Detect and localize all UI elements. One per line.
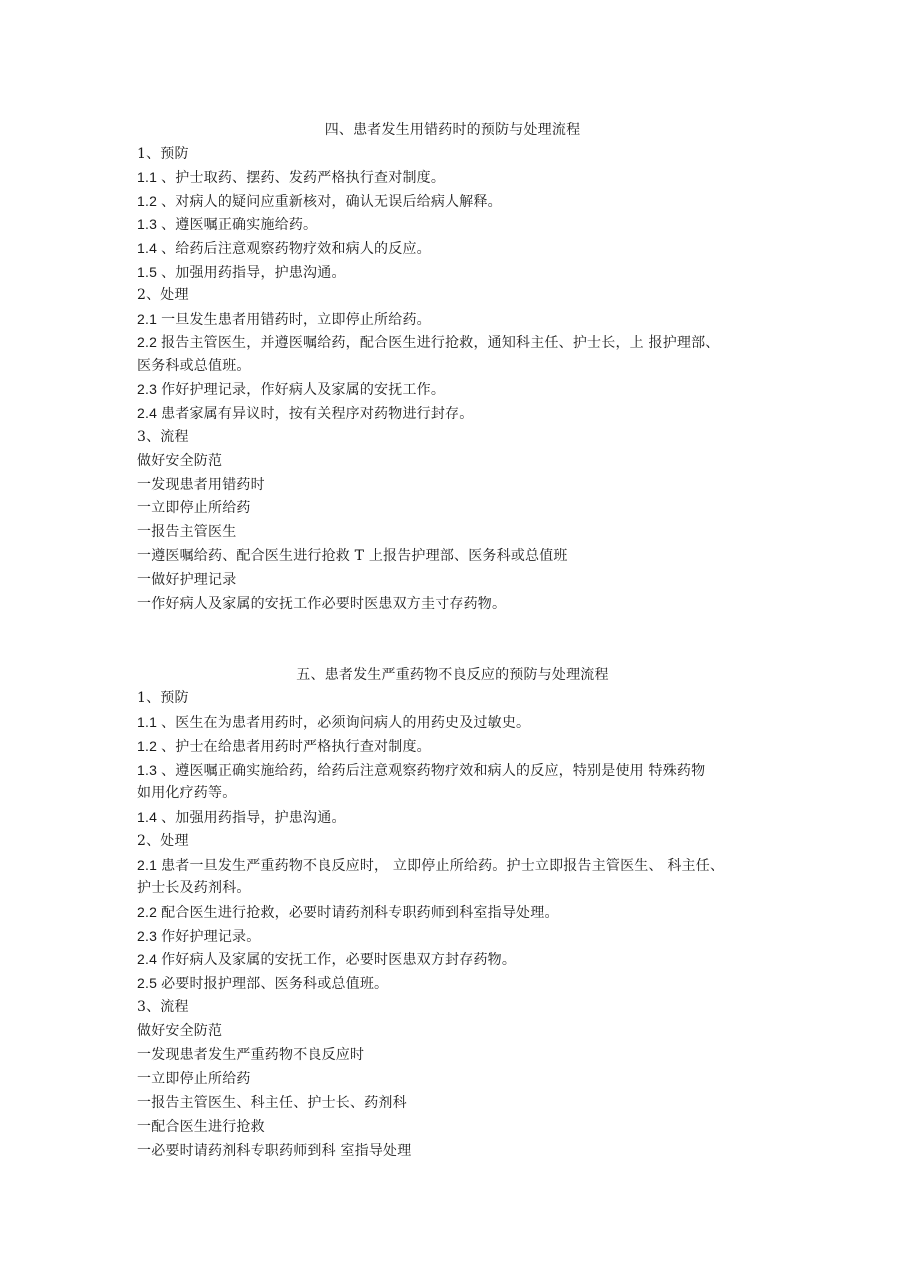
item-text: 配合医生进行抢救，必要时请药剂科专职药师到科室指导处理。: [161, 905, 559, 921]
item-text: 、医生在为患者用药时，必须询问病人的用药史及过敏史。: [161, 715, 531, 731]
section4-handle-item: [137, 402, 797, 425]
item-text: 、给药后注意观察药物疗效和病人的反应。: [161, 241, 431, 257]
item-text: 作好护理记录，作好病人及家属的安抚工作。: [161, 382, 446, 398]
section4-handle-item: [137, 378, 797, 401]
section5-prevent-item: [137, 735, 797, 758]
item-text: 、护士在给患者用药时严格执行查对制度。: [161, 739, 431, 755]
section5-flow-step: 一配合医生进行抢救: [137, 1119, 265, 1135]
section4-prevent-item: [137, 213, 797, 236]
section4-prevent-item: [137, 237, 797, 260]
section5-flow-step: 一报告主管医生、科主任、护士长、药剂科: [137, 1095, 407, 1111]
section5-handle-item-continuation: 护士长及药剂科。: [137, 880, 251, 896]
section4-title: 四、患者发生用错药时的预防与处理流程: [324, 122, 581, 138]
item-text: 、加强用药指导，护患沟通。: [161, 810, 346, 826]
item-text: 必要时报护理部、医务科或总值班。: [161, 976, 389, 992]
item-text: 一旦发生患者用错药时，立即停止所给药。: [161, 312, 431, 328]
item-number: 2.3: [137, 381, 158, 397]
section5-handle-item: [137, 972, 797, 995]
section4-handle-item: [137, 331, 797, 354]
item-number: 2.5: [137, 975, 158, 991]
section5-flow-step: 一必要时请药剂科专职药师到科 室指导处理: [137, 1143, 412, 1159]
item-text: 、护士取药、摆药、发药严格执行查对制度。: [161, 170, 446, 186]
section5-handle-item: [137, 948, 797, 971]
section5-handle-item: [137, 854, 797, 877]
item-number: 2.2: [137, 334, 158, 350]
section4-handle-item: [137, 308, 797, 331]
section4-prevent-heading: 1、预防: [137, 146, 189, 162]
item-text: 、遵医嘱正确实施给药。: [161, 217, 318, 233]
item-number: 1.3: [137, 216, 158, 232]
item-number: 1.5: [137, 264, 158, 280]
item-number: 1.3: [137, 762, 158, 778]
section4-flow-step: 一发现患者用错药时: [137, 477, 265, 493]
section4-flow-step: 一作好病人及家属的安抚工作必要时医患双方圭寸存药物。: [137, 596, 507, 612]
section5-handle-item: [137, 925, 797, 948]
section4-flow-step: 做好安全防范: [137, 453, 223, 469]
item-number: 1.4: [137, 240, 158, 256]
item-text: 患者家属有异议时，按有关程序对药物进行封存。: [161, 406, 474, 422]
item-number: 2.4: [137, 405, 158, 421]
section4-prevent-item: [137, 190, 797, 213]
section4-prevent-item: [137, 166, 797, 189]
section4-flow-step: 一报告主管医生: [137, 524, 237, 540]
item-number: 1.2: [137, 738, 158, 754]
item-number: 2.1: [137, 311, 158, 327]
section4-handle-item-continuation: 医务科或总值班。: [137, 358, 251, 374]
section4-flow-step: 一做好护理记录: [137, 572, 237, 588]
section5-prevent-heading: 1、预防: [137, 690, 189, 706]
item-text: 患者一旦发生严重药物不良反应时， 立即停止所给药。护士立即报告主管医生、 科主任、: [161, 858, 725, 874]
section5-title: 五、患者发生严重药物不良反应的预防与处理流程: [296, 667, 609, 683]
section5-flow-heading: 3、流程: [137, 999, 189, 1015]
section5-prevent-item-continuation: 如用化疗药等。: [137, 785, 237, 801]
item-number: 1.4: [137, 809, 158, 825]
item-text: 、加强用药指导，护患沟通。: [161, 265, 346, 281]
section5-prevent-item: [137, 711, 797, 734]
section4-flow-step: 一遵医嘱给药、配合医生进行抢救 T 上报告护理部、医务科或总值班: [137, 548, 568, 564]
item-number: 2.3: [137, 928, 158, 944]
section5-flow-step: 一立即停止所给药: [137, 1071, 251, 1087]
item-number: 1.2: [137, 193, 158, 209]
section4-flow-heading: 3、流程: [137, 429, 189, 445]
item-text: 报告主管医生，并遵医嘱给药，配合医生进行抢救，通知科主任、护士长，上 报护理部、: [161, 335, 720, 351]
section4-handle-heading: 2、处理: [137, 287, 189, 303]
section5-handle-heading: 2、处理: [137, 833, 189, 849]
item-number: 2.1: [137, 857, 158, 873]
section5-prevent-item: [137, 806, 797, 829]
section4-flow-step: 一立即停止所给药: [137, 500, 251, 516]
section5-prevent-item: [137, 759, 797, 782]
item-number: 2.4: [137, 951, 158, 967]
item-text: 作好病人及家属的安抚工作，必要时医患双方封存药物。: [161, 952, 517, 968]
item-text: 、遵医嘱正确实施给药，给药后注意观察药物疗效和病人的反应，特别是使用 特殊药物: [161, 763, 706, 779]
item-text: 作好护理记录。: [161, 929, 261, 945]
item-number: 1.1: [137, 714, 158, 730]
section5-flow-step: 一发现患者发生严重药物不良反应时: [137, 1047, 365, 1063]
section5-handle-item: [137, 901, 797, 924]
item-number: 2.2: [137, 904, 158, 920]
section5-flow-step: 做好安全防范: [137, 1023, 223, 1039]
item-text: 、对病人的疑问应重新核对，确认无误后给病人解释。: [161, 194, 502, 210]
section4-prevent-item: [137, 261, 797, 284]
item-number: 1.1: [137, 169, 158, 185]
